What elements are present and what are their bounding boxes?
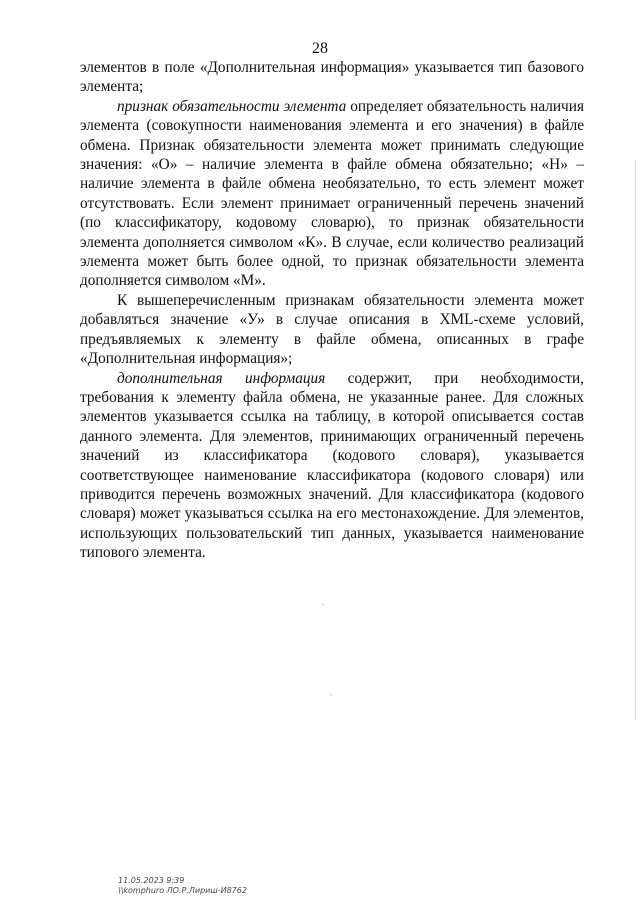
paragraph-4-text: содержит, при необходимости, требования к элементу файла обмена, не указанные ранее. Для сложных элементов указывается ссылка на таблицу, в которой описывается состав данного элемента. Для элементов, принимающих ограниченный перечень значений из классификатора (кодового словаря), указывается соответствующее наименование классификатора (кодового словаря) или приводится перечень возможных значений. Для классификатора (кодового словаря) может указываться ссылка на его местонахождение. Для элементов, использующих пользовательский тип данных, указывается наименование типового элемента. <box>80 369 584 562</box>
paragraph-2 <box>80 97 584 291</box>
footer-stamp <box>118 876 247 896</box>
paragraph-4-term: дополнительная информация <box>117 369 326 387</box>
footer-line-2: \\komphuro ЛО.Р.Лириш-И8762 <box>118 886 247 895</box>
paragraph-1-text: элементов в поле «Дополнительная информация» указывается тип базового элемента; <box>80 59 584 96</box>
body-text <box>80 58 584 563</box>
paragraph-2-term: признак обязательности элемента <box>117 97 347 115</box>
paragraph-4 <box>80 369 584 563</box>
page-number: 28 <box>312 40 328 57</box>
scan-speck <box>330 694 332 695</box>
scan-edge-line <box>635 160 636 720</box>
scan-speck <box>322 604 324 605</box>
footer-line-1: 11.05.2023 9:39 <box>118 876 185 885</box>
paragraph-3-text: К вышеперечисленным признакам обязательности элемента может добавляться значение «У» в случае описания в XML-схеме условий, предъявляемых к элементу в файле обмена, описанных в графе «Дополнительная информация»; <box>80 291 584 368</box>
paragraph-3 <box>80 291 584 369</box>
paragraph-1 <box>80 58 584 97</box>
paragraph-2-text: определяет обязательность наличия элемента (совокупности наименования элемента и его значения) в файле обмена. Признак обязательности элемента может принимать следующие значения: «О» – наличие элемента в файле обмена обязательно; «Н» – наличие элемента в файле обмена необязательно, то есть элемент может отсутствовать. Если элемент принимает ограниченный перечень значений (по классификатору, кодовому словарю), то признак обязательности элемента дополняется символом «К». В случае, если количество реализаций элемента может быть более одной, то признак обязательности элемента дополняется символом «М». <box>80 97 584 290</box>
